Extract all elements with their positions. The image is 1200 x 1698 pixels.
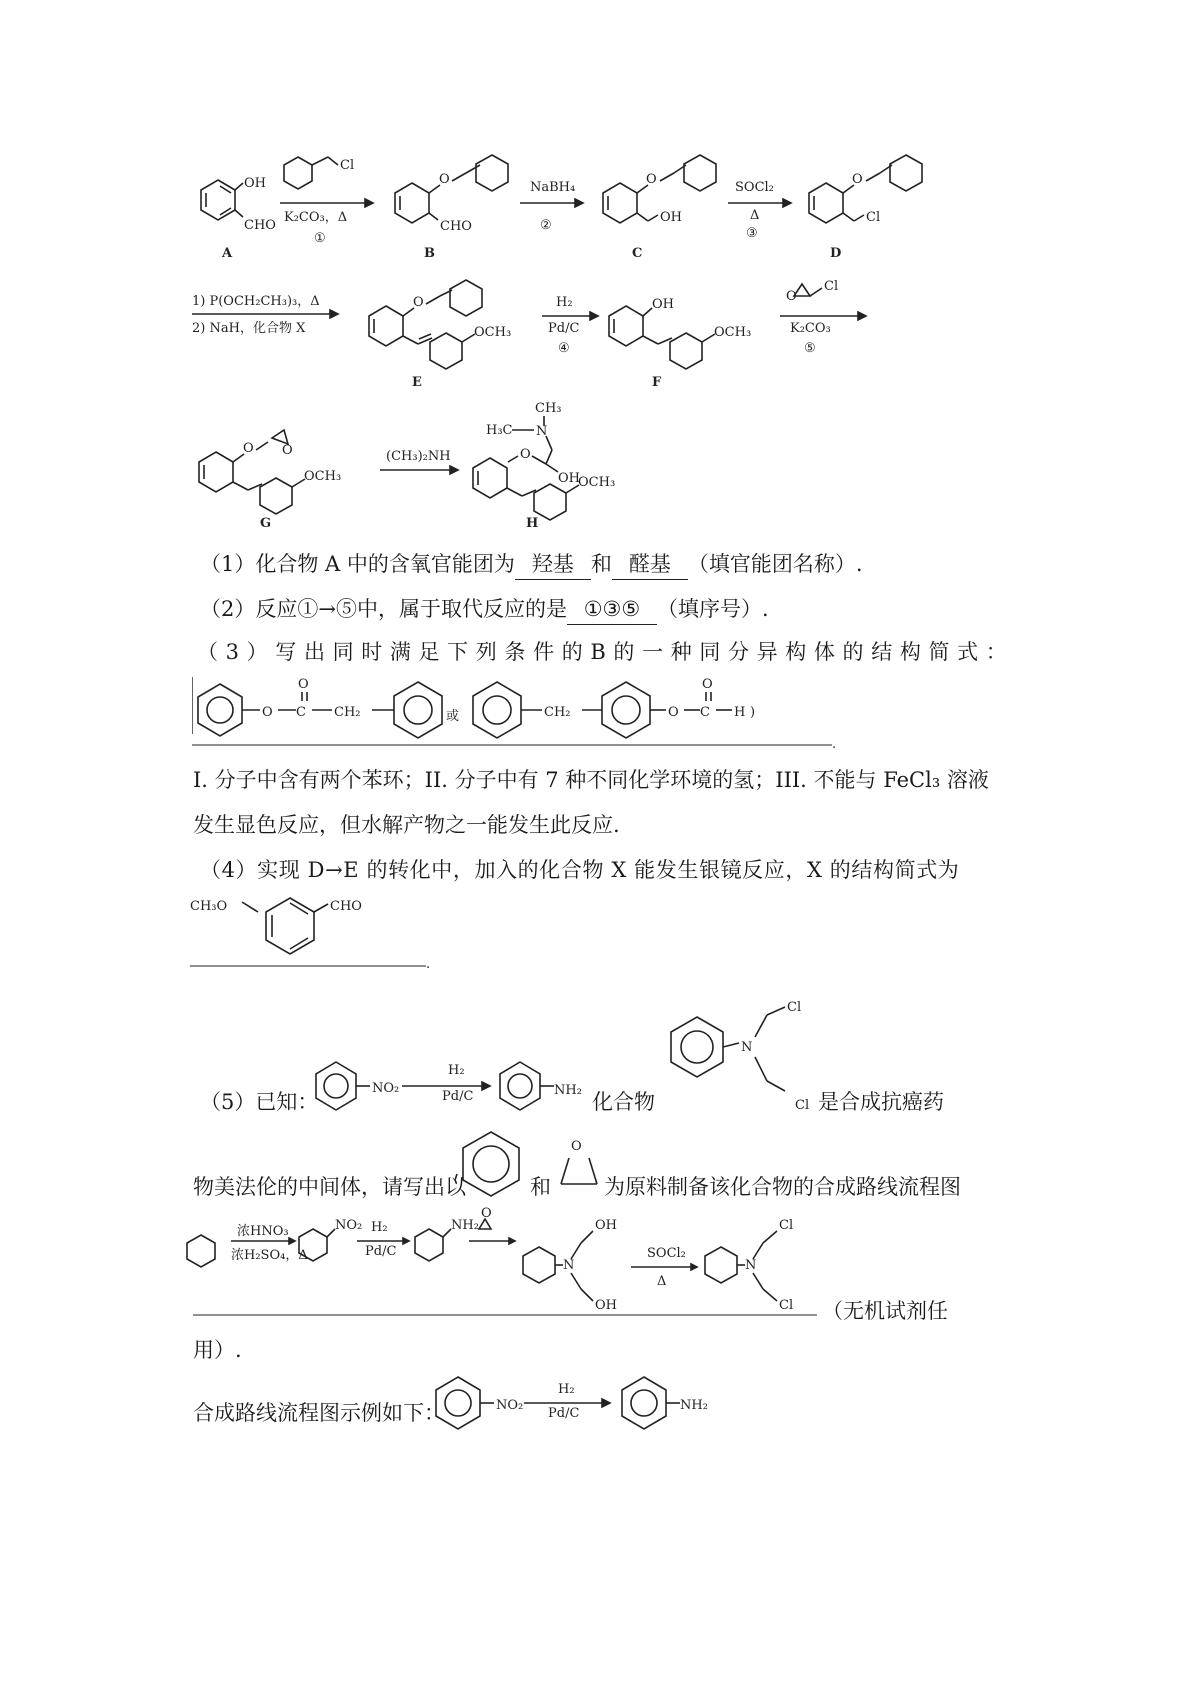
svg-text:Cl: Cl (866, 210, 881, 225)
svg-text:O: O (413, 295, 424, 310)
svg-text:OH: OH (595, 1298, 617, 1313)
q3-char: 3 (225, 640, 240, 664)
svg-text:2) NaH，化合物 X: 2) NaH，化合物 X (192, 321, 306, 336)
svg-text:O: O (702, 677, 713, 692)
compound-f (609, 297, 751, 388)
label-e: E (412, 375, 422, 388)
svg-text:): ) (750, 705, 756, 720)
svg-text:Cl: Cl (340, 158, 355, 173)
svg-text:OH: OH (652, 297, 674, 312)
svg-text:N: N (536, 424, 548, 439)
q3-char: ） (246, 640, 268, 664)
reaction-arrow-2 (520, 180, 583, 233)
q3-char: 异 (756, 640, 778, 664)
q1-prefix: （1）化合物 A 中的含氧官能团为 (200, 552, 515, 576)
svg-text:OCH₃: OCH₃ (474, 325, 512, 340)
q1-suffix: （填官能团名称）. (687, 552, 863, 576)
q3-char: 简 (928, 640, 950, 664)
q3-char: B (590, 640, 606, 664)
svg-text:Pd/C: Pd/C (548, 321, 580, 336)
svg-text:NaBH₄: NaBH₄ (530, 180, 576, 195)
svg-text:CH₂: CH₂ (334, 705, 361, 720)
q5-known-reaction (312, 1050, 602, 1120)
compound-g (199, 430, 341, 530)
svg-text:①: ① (314, 231, 326, 246)
svg-text:H₂: H₂ (371, 1220, 388, 1235)
q5-prefix: （5）已知： (200, 1090, 319, 1114)
q3-conditions-1: I. 分子中含有两个苯环；II. 分子中有 7 种不同化学环境的氢；III. 不能与 FeCl₃ 溶液 (193, 768, 989, 792)
q5-tail: （无机试剂任 (822, 1299, 948, 1323)
q5-example-reaction (432, 1365, 732, 1440)
label-h: H (526, 516, 539, 530)
svg-text:OH: OH (660, 210, 682, 225)
svg-text:H₂: H₂ (558, 1382, 575, 1397)
svg-text:H: H (734, 705, 746, 720)
reaction-arrow-de (192, 294, 338, 336)
svg-text:Cl: Cl (779, 1298, 794, 1313)
q3-char: 足 (418, 640, 440, 664)
svg-text:NH₂: NH₂ (680, 1398, 708, 1413)
svg-text:K₂CO₃，Δ: K₂CO₃，Δ (284, 210, 348, 225)
q5-answer-route (185, 1205, 825, 1320)
compound-b (395, 155, 508, 261)
svg-text:CH₃: CH₃ (535, 401, 562, 416)
q3-char: 一 (642, 640, 664, 664)
q3-char: 同 (332, 640, 354, 664)
reaction-arrow-3 (728, 180, 791, 241)
svg-text:.: . (832, 737, 837, 752)
q3-char: 构 (785, 640, 807, 664)
svg-text:O: O (646, 172, 657, 187)
q2-suffix: （填序号）. (656, 597, 769, 621)
scheme-row-3 (190, 400, 690, 530)
svg-text:O: O (298, 677, 309, 692)
reaction-arrow-5 (780, 279, 866, 356)
svg-text:或: 或 (446, 709, 460, 724)
svg-text:NO₂: NO₂ (335, 1218, 363, 1233)
svg-text:(CH₃)₂NH: (CH₃)₂NH (386, 449, 451, 464)
q5-text-2: 是合成抗癌药 (818, 1090, 944, 1114)
q3-char: 满 (389, 640, 411, 664)
label-c: C (632, 246, 643, 261)
q5-example-label: 合成路线流程图示例如下： (193, 1401, 445, 1425)
svg-text:浓H₂SO₄，Δ: 浓H₂SO₄，Δ (231, 1248, 308, 1263)
svg-text:Pd/C: Pd/C (548, 1406, 580, 1421)
q3-char: ： (985, 640, 1007, 664)
svg-text:OH: OH (244, 176, 266, 191)
svg-text:Δ: Δ (657, 1274, 667, 1289)
svg-text:CHO: CHO (244, 218, 276, 233)
label-b: B (424, 246, 435, 261)
svg-text:O: O (262, 705, 273, 720)
svg-text:O: O (571, 1139, 582, 1154)
svg-text:④: ④ (558, 341, 570, 356)
q3-char: 同 (699, 640, 721, 664)
svg-text:CHO: CHO (440, 219, 472, 234)
svg-text:O: O (520, 447, 531, 462)
compound-d (809, 155, 922, 261)
q3-char: 构 (899, 640, 921, 664)
q3-char: 出 (303, 640, 325, 664)
svg-text:Cl: Cl (787, 1000, 802, 1015)
question-3-line (197, 637, 1007, 667)
q3-char: 式 (957, 640, 979, 664)
q4-answer-structure (190, 886, 440, 976)
svg-text:Pd/C: Pd/C (365, 1244, 397, 1259)
question-1 (200, 549, 863, 580)
svg-text:C: C (700, 705, 710, 720)
svg-text:NO₂: NO₂ (496, 1398, 524, 1413)
q3-char: 件 (533, 640, 555, 664)
svg-text:O: O (852, 172, 863, 187)
q3-char: 写 (275, 640, 297, 664)
q3-char: 时 (361, 640, 383, 664)
svg-text:③: ③ (746, 226, 758, 241)
q3-char: 的 (561, 640, 583, 664)
q2-answer: ①③⑤ (567, 594, 657, 625)
compound-a (201, 176, 276, 261)
q3-char: 的 (842, 640, 864, 664)
q1-answer-2: 醛基 (612, 549, 688, 580)
svg-text:H₃C: H₃C (486, 423, 513, 438)
epoxide-icon (555, 1128, 605, 1198)
compound-e (369, 280, 511, 388)
q3-char: 条 (504, 640, 526, 664)
label-a: A (222, 246, 233, 261)
svg-text:OH: OH (558, 471, 580, 486)
svg-text:O: O (282, 443, 293, 458)
svg-text:O: O (481, 1206, 492, 1221)
svg-text:Cl: Cl (824, 279, 839, 294)
label-f: F (652, 375, 662, 388)
svg-text:CHO: CHO (330, 899, 362, 914)
svg-text:浓HNO₃: 浓HNO₃ (237, 1224, 289, 1239)
svg-text:②: ② (540, 218, 552, 233)
q3-char: 结 (871, 640, 893, 664)
reaction-arrow-1 (280, 157, 373, 246)
svg-text:Cl: Cl (795, 1098, 810, 1113)
q3-char: 的 (613, 640, 635, 664)
svg-text:NH₂: NH₂ (554, 1083, 582, 1098)
q3-char: 种 (670, 640, 692, 664)
svg-text:OCH₃: OCH₃ (714, 325, 752, 340)
svg-text:OH: OH (595, 1218, 617, 1233)
svg-text:N: N (741, 1040, 753, 1055)
svg-text:SOCl₂: SOCl₂ (735, 180, 774, 195)
svg-text:NO₂: NO₂ (372, 1081, 400, 1096)
q3-char: （ (197, 640, 218, 664)
q3-char: 下 (447, 640, 469, 664)
q3-char: 分 (727, 640, 749, 664)
q3-char: 列 (475, 640, 497, 664)
svg-text:OCH₃: OCH₃ (578, 475, 616, 490)
svg-text:1) P(OCH₂CH₃)₃，Δ: 1) P(OCH₂CH₃)₃，Δ (192, 294, 320, 309)
q3-conditions-2: 发生显色反应，但水解产物之一能发生此反应. (193, 813, 620, 837)
compound-h (473, 401, 615, 530)
svg-text:SOCl₂: SOCl₂ (647, 1246, 686, 1261)
svg-text:H₂: H₂ (448, 1063, 465, 1078)
svg-text:O: O (243, 441, 254, 456)
benzene-icon (455, 1128, 530, 1198)
svg-text:N: N (745, 1258, 757, 1273)
q3-char: 体 (813, 640, 835, 664)
q5-line2-a: 物美法伦的中间体，请写出以 (193, 1175, 466, 1199)
q1-mid: 和 (590, 552, 612, 576)
question-2 (200, 594, 769, 625)
q2-prefix: （2）反应①→⑤中，属于取代反应的是 (200, 597, 567, 621)
scheme-row-2 (190, 278, 880, 388)
svg-text:NH₂: NH₂ (451, 1218, 479, 1233)
svg-text:C: C (296, 705, 306, 720)
svg-text:H₂: H₂ (556, 295, 573, 310)
svg-text:N: N (563, 1258, 575, 1273)
q1-answer-1: 羟基 (515, 549, 591, 580)
svg-text:O: O (786, 289, 797, 304)
svg-text:⑤: ⑤ (804, 341, 816, 356)
q5-tail-2: 用）. (193, 1338, 242, 1362)
question-4: （4）实现 D→E 的转化中，加入的化合物 X 能发生银镜反应，X 的结构简式为 (200, 858, 960, 882)
svg-text:Cl: Cl (779, 1218, 794, 1233)
scheme-row-1 (180, 135, 970, 270)
q5-text-1: 化合物 (592, 1090, 655, 1114)
svg-text:OCH₃: OCH₃ (304, 469, 342, 484)
svg-text:Pd/C: Pd/C (442, 1089, 474, 1104)
svg-text:O: O (668, 705, 679, 720)
q5-line2-b: 和 (530, 1175, 551, 1199)
q5-target-compound (655, 985, 825, 1120)
label-g: G (260, 516, 272, 530)
label-d: D (830, 246, 842, 261)
reaction-arrow-gh (380, 449, 458, 474)
reaction-arrow-4 (542, 295, 598, 356)
svg-text:Δ: Δ (750, 208, 760, 223)
q5-line2-c: 为原料制备该化合物的合成路线流程图 (604, 1175, 961, 1199)
svg-text:O: O (439, 172, 450, 187)
compound-c (603, 155, 716, 261)
svg-text:.: . (426, 957, 431, 972)
svg-text:CH₂: CH₂ (544, 705, 571, 720)
svg-text:CH₃O: CH₃O (190, 899, 228, 914)
q3-answer-structure (192, 672, 852, 758)
svg-text:K₂CO₃: K₂CO₃ (790, 321, 831, 336)
